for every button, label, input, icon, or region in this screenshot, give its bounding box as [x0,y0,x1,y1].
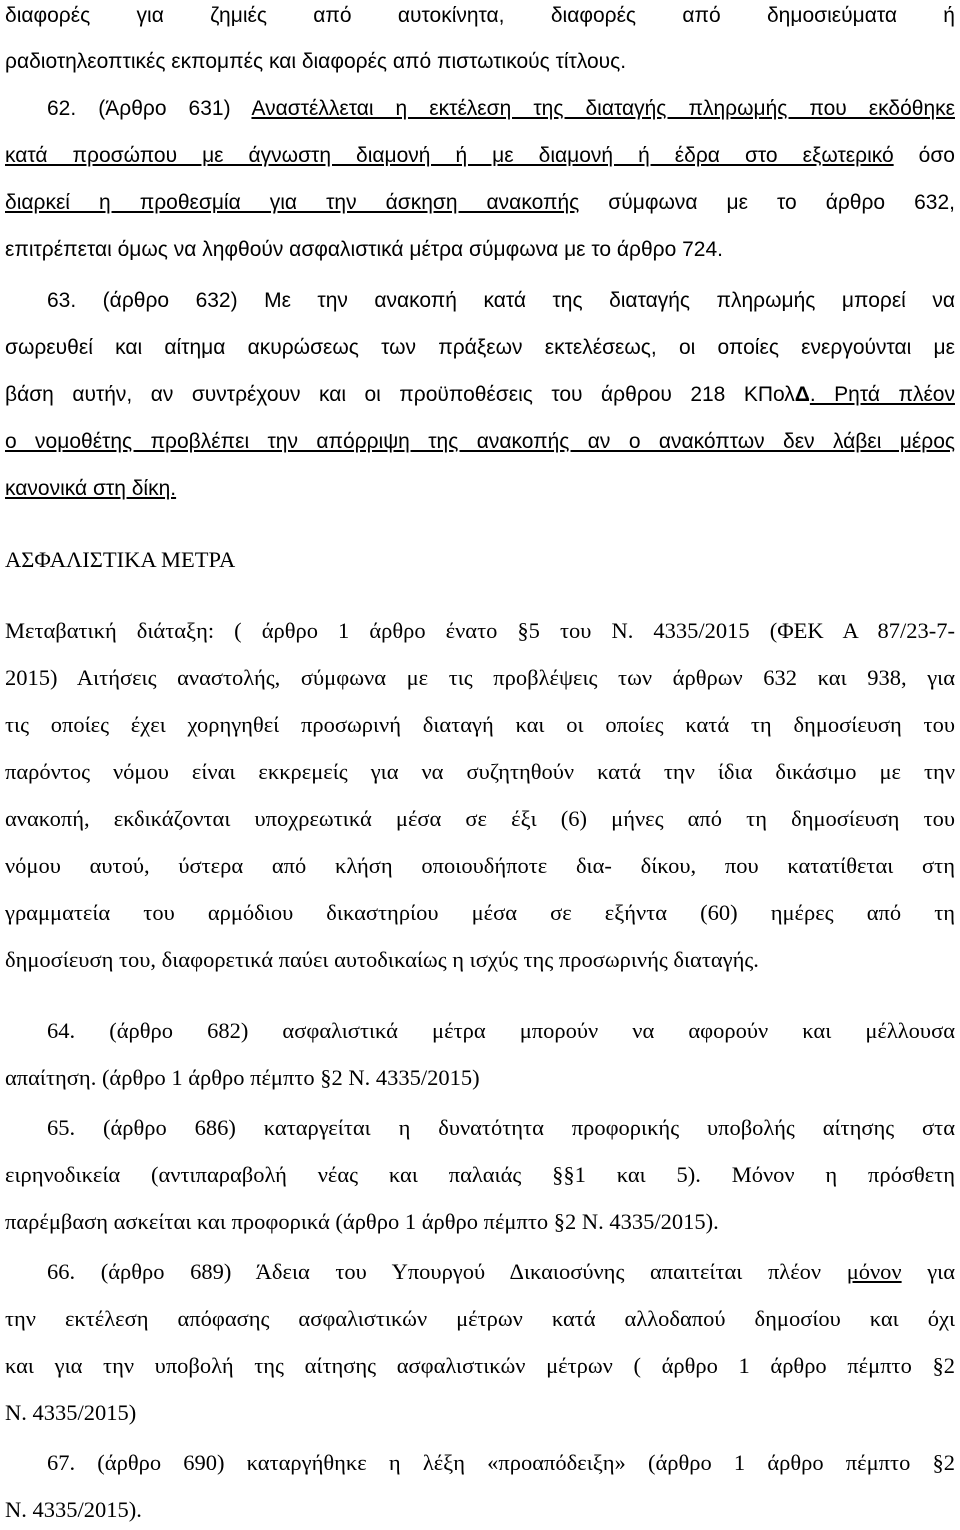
paragraph-62-article-ref: (Άρθρο 631) [76,97,252,120]
paragraph-62-line-3-underlined: διαρκεί η προθεσμία για την άσκηση ανακοπής [5,191,580,214]
item-67-line-2: Ν. 4335/2015). [5,1497,142,1522]
item-65-line-2: ειρηνοδικεία (αντιπαραβολή νέας και παλαιάς §§1 και 5). Μόνον η πρόσθετη [5,1162,955,1187]
item-66-line-1-text: 66. (άρθρο 689) Άδεια του Υπουργού Δικαιοσύνης απαιτείται πλέον [47,1259,847,1284]
item-64-line-1: 64. (άρθρο 682) ασφαλιστικά μέτρα μπορούν να αφορούν και μέλλουσα [47,1018,955,1043]
item-66-line-1 [47,1252,955,1292]
item-65-line-3: παρέμβαση ασκείται και προφορικά (άρθρο 1 άρθρο πέμπτο §2 Ν. 4335/2015). [5,1209,719,1234]
item-66-line-4: Ν. 4335/2015) [5,1400,137,1425]
transitional-line-7: γραμματεία του αρμόδιου δικαστηρίου μέσα σε εξήντα (60) ημέρες από τη [5,900,955,925]
paragraph-62-line-3 [5,183,955,223]
transitional-line-4: παρόντος νόμου είναι εκκρεμείς για να συζητηθούν κατά την ίδια δικάσιμο με την [5,759,955,784]
item-66-line-1-underlined: μόνον [846,1259,902,1284]
paragraph-62-line-2-end: όσο [893,144,955,167]
transitional-line-5: ανακοπή, εκδικάζονται υποχρεωτικά μέσα σε έξι (6) μήνες από τη δημοσίευση του [5,806,955,831]
paragraph-61-line-1: διαφορές για ζημιές από αυτοκίνητα, διαφορές από δημοσιεύματα ή [5,4,955,27]
paragraph-61-line-2: ραδιοτηλεοπτικές εκπομπές και διαφορές από πιστωτικούς τίτλους. [5,50,627,73]
paragraph-62-line-3-end: σύμφωνα με το άρθρο 632, [579,191,955,214]
paragraph-62-underlined-text: Αναστέλλεται η εκτέλεση της διαταγής πληρωμής που εκδόθηκε [251,97,955,120]
paragraph-63-line-3 [5,375,955,415]
paragraph-62-number: 62. [47,97,77,120]
paragraph-63-line-3-bold: Δ [794,383,810,406]
paragraph-63-line-4: ο νομοθέτης προβλέπει την απόρριψη της ανακοπής αν ο ανακόπτων δεν λάβει μέρος [5,430,955,453]
paragraph-63-line-1: 63. (άρθρο 632) Με την ανακοπή κατά της διαταγής πληρωμής μπορεί να [47,289,955,312]
paragraph-63-line-3-text: βάση αυτήν, αν συντρέχουν και οι προϋποθέσεις του άρθρου 218 ΚΠολ [5,383,795,406]
transitional-line-6: νόμου αυτού, ύστερα από κλήση οποιουδήποτε δια- δίκου, που κατατίθεται στη [5,853,955,878]
transitional-line-3: τις οποίες έχει χορηγηθεί προσωρινή διαταγή και οι οποίες κατά τη δημοσίευση του [5,712,955,737]
paragraph-62-line-2 [5,136,955,176]
transitional-line-2: 2015) Αιτήσεις αναστολής, σύμφωνα με τις προβλέψεις των άρθρων 632 και 938, για [5,665,955,690]
transitional-line-8: δημοσίευση του, διαφορετικά παύει αυτοδικαίως η ισχύς της προσωρινής διαταγής. [5,947,759,972]
item-66-line-3: και για την υποβολή της αίτησης ασφαλιστικών μέτρων ( άρθρο 1 άρθρο πέμπτο §2 [5,1353,955,1378]
section-heading: ΑΣΦΑΛΙΣΤΙΚΑ ΜΕΤΡΑ [5,547,236,572]
item-64-line-2: απαίτηση. (άρθρο 1 άρθρο πέμπτο §2 Ν. 4335/2015) [5,1065,480,1090]
paragraph-63-line-2: σωρευθεί και αίτημα ακυρώσεως των πράξεων εκτελέσεως, οι οποίες ενεργούνται με [5,336,955,359]
paragraph-63-line-5: κανονικά στη δίκη. [5,477,177,500]
paragraph-62-line-1 [47,89,955,129]
item-65-line-1: 65. (άρθρο 686) καταργείται η δυνατότητα προφορικής υποβολής αίτησης στα [47,1115,955,1140]
item-66-line-1-end: για [901,1259,955,1284]
paragraph-62-line-4: επιτρέπεται όμως να ληφθούν ασφαλιστικά μέτρα σύμφωνα με το άρθρο 724. [5,238,723,261]
transitional-line-1: Μεταβατική διάταξη: ( άρθρο 1 άρθρο ένατο §5 του Ν. 4335/2015 (ΦΕΚ Α 87/23-7- [5,618,955,643]
item-67-line-1: 67. (άρθρο 690) καταργήθηκε η λέξη «προαπόδειξη» (άρθρο 1 άρθρο πέμπτο §2 [47,1450,955,1475]
item-66-line-2: την εκτέλεση απόφασης ασφαλιστικών μέτρων κατά αλλοδαπού δημοσίου και όχι [5,1306,955,1331]
paragraph-63-line-3-underlined: . Ρητά πλέον [809,383,955,406]
paragraph-62-line-2-underlined: κατά προσώπου με άγνωστη διαμονή ή με διαμονή ή έδρα στο εξωτερικό [5,144,894,167]
